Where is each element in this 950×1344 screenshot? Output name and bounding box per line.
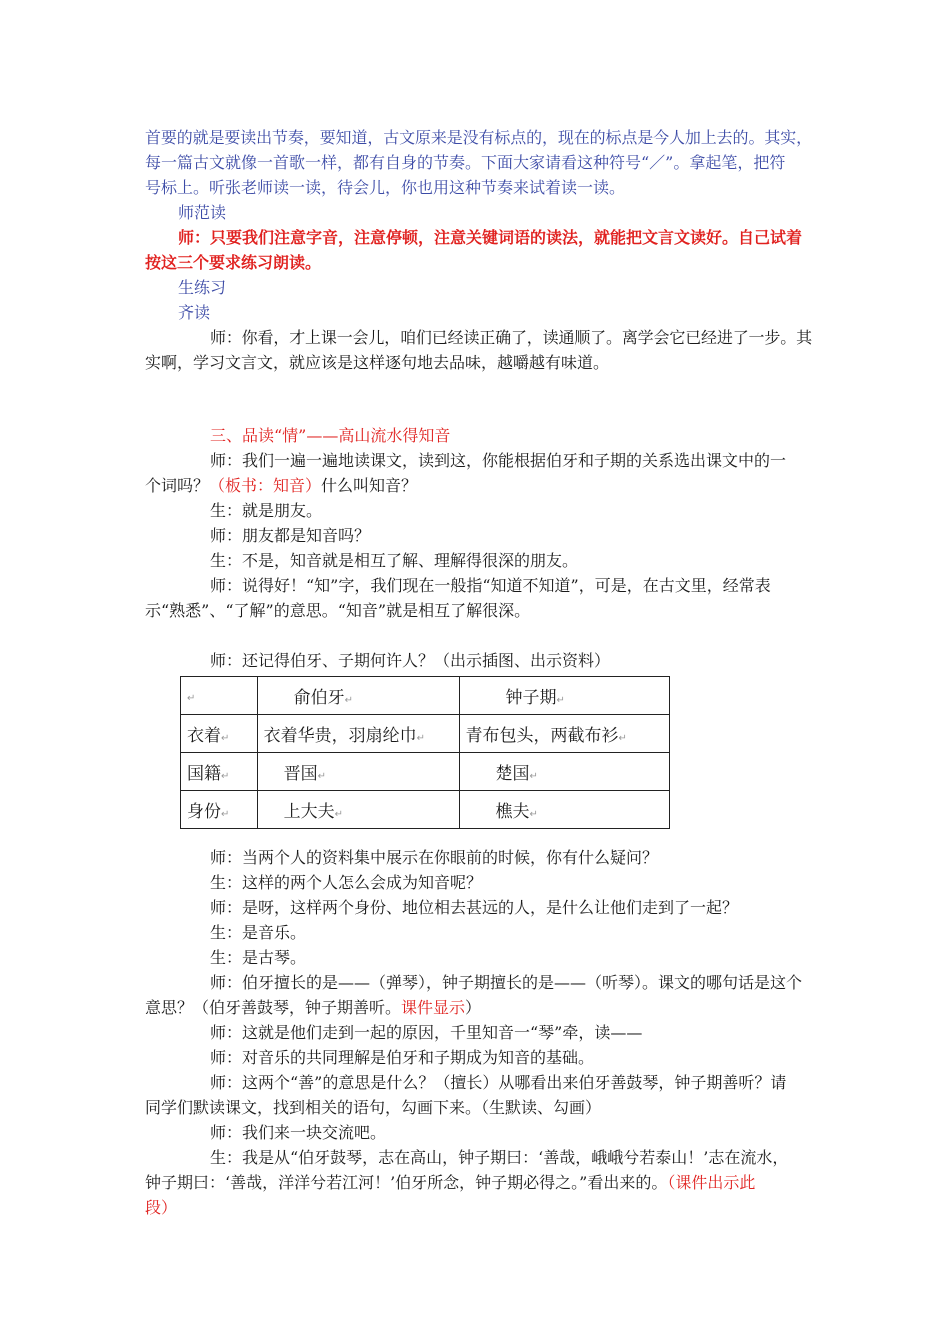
dialogue-line: 师：说得好！“知”字，我们现在一般指“知道不知道”，可是，在古文里，经常表 [210,576,771,595]
dialogue-line: 意思？（伯牙善鼓琴，钟子期善听。课件显示） [145,998,482,1017]
dialogue-line: 师：当两个人的资料集中展示在你眼前的时候，你有什么疑问？ [210,848,659,867]
dialogue-line: 个词吗？（板书：知音）什么叫知音？ [145,476,418,495]
table-row [181,677,670,715]
dialogue-line: 师：对音乐的共同理解是伯牙和子期成为知音的基础。 [210,1048,595,1067]
highlight-line: 师：只要我们注意字音，注意停顿，注意关键词语的读法，就能把文言文读好。自己试着 [178,228,803,247]
dialogue-line: 生：是音乐。 [210,923,307,942]
dialogue-line: 师：我们一遍一遍地读课文，读到这，你能根据伯牙和子期的关系选出课文中的一 [210,451,787,470]
table-cell: 衣着华贵，羽扇纶巾↵ [257,715,459,753]
note-teacher-demo-reading: 师范读 [178,203,227,222]
table-cell: ↵ [181,677,258,715]
table-cell: 身份↵ [181,791,258,829]
table-cell: 国籍↵ [181,753,258,791]
table-row [181,753,670,791]
table-cell: 衣着↵ [181,715,258,753]
dialogue-line: 师：伯牙擅长的是——（弹琴），钟子期擅长的是——（听琴）。课文的哪句话是这个 [210,973,803,992]
dialogue-line: 师：这两个“善”的意思是什么？（擅长）从哪看出来伯牙善鼓琴，钟子期善听？请 [210,1073,787,1092]
courseware-note: 课件显示 [401,998,466,1017]
table-header-cell: 俞伯牙↵ [257,677,459,715]
table-cell: 上大夫↵ [257,791,459,829]
table-cell: 青布包头，两截布衫↵ [459,715,670,753]
table-cell: 晋国↵ [257,753,459,791]
paragraph-line: 首要的就是要读出节奏，要知道，古文原来是没有标点的，现在的标点是今人加上去的。其实， [145,128,812,147]
board-note: （板书：知音） [209,476,322,495]
dialogue-line: 生：这样的两个人怎么会成为知音呢？ [210,873,483,892]
dialogue-line: 钟子期曰：‘善哉，洋洋兮若江河！’伯牙所念，钟子期必得之。”看出来的。（课件出示此 [145,1173,756,1192]
table-cell: 楚国↵ [459,753,670,791]
paragraph-line: 号标上。听张老师读一读，待会儿，你也用这种节奏来试着读一读。 [145,178,626,197]
dialogue-line: 生：是古琴。 [210,948,307,967]
table-cell: 樵夫↵ [459,791,670,829]
dialogue-line: 师：还记得伯牙、子期何许人？（出示插图、出示资料） [210,651,611,670]
table-row [181,791,670,829]
dialogue-line: 师：是呀，这样两个身份、地位相去甚远的人，是什么让他们走到了一起？ [210,898,739,917]
dialogue-line: 师：我们来一块交流吧。 [210,1123,387,1142]
paragraph-line: 实啊，学习文言文，就应该是这样逐句地去品味，越嚼越有味道。 [145,353,610,372]
dialogue-line: 生：不是，知音就是相互了解、理解得很深的朋友。 [210,551,579,570]
dialogue-line: 生：就是朋友。 [210,501,323,520]
courseware-note: （课件出示此 [667,1173,756,1192]
paragraph-line: 师：你看，才上课一会儿，咱们已经读正确了，读通顺了。离学会它已经进了一步。其 [210,328,812,347]
section-heading: 三、品读“情”——高山流水得知音 [210,426,451,445]
dialogue-line: 同学们默读课文，找到相关的语句，勾画下来。（生默读、勾画） [145,1098,602,1117]
dialogue-line: 师：这就是他们走到一起的原因，千里知音一“琴”牵，读—— [210,1023,643,1042]
note-read-together: 齐读 [178,303,211,322]
note-student-practice: 生练习 [178,278,227,297]
comparison-table [180,676,670,829]
paragraph-line: 每一篇古文就像一首歌一样，都有自身的节奏。下面大家请看这种符号“／”。拿起笔，把符 [145,153,786,172]
dialogue-line: 生：我是从“伯牙鼓琴，志在高山，钟子期曰：‘善哉，峨峨兮若泰山！’志在流水， [210,1148,789,1167]
dialogue-line: 师：朋友都是知音吗？ [210,526,371,545]
table-header-cell: 钟子期↵ [459,677,670,715]
highlight-line: 按这三个要求练习朗读。 [145,253,322,272]
courseware-note: 段） [145,1198,178,1217]
dialogue-line: 示“熟悉”、“了解”的意思。“知音”就是相互了解很深。 [145,601,531,620]
table-row [181,715,670,753]
